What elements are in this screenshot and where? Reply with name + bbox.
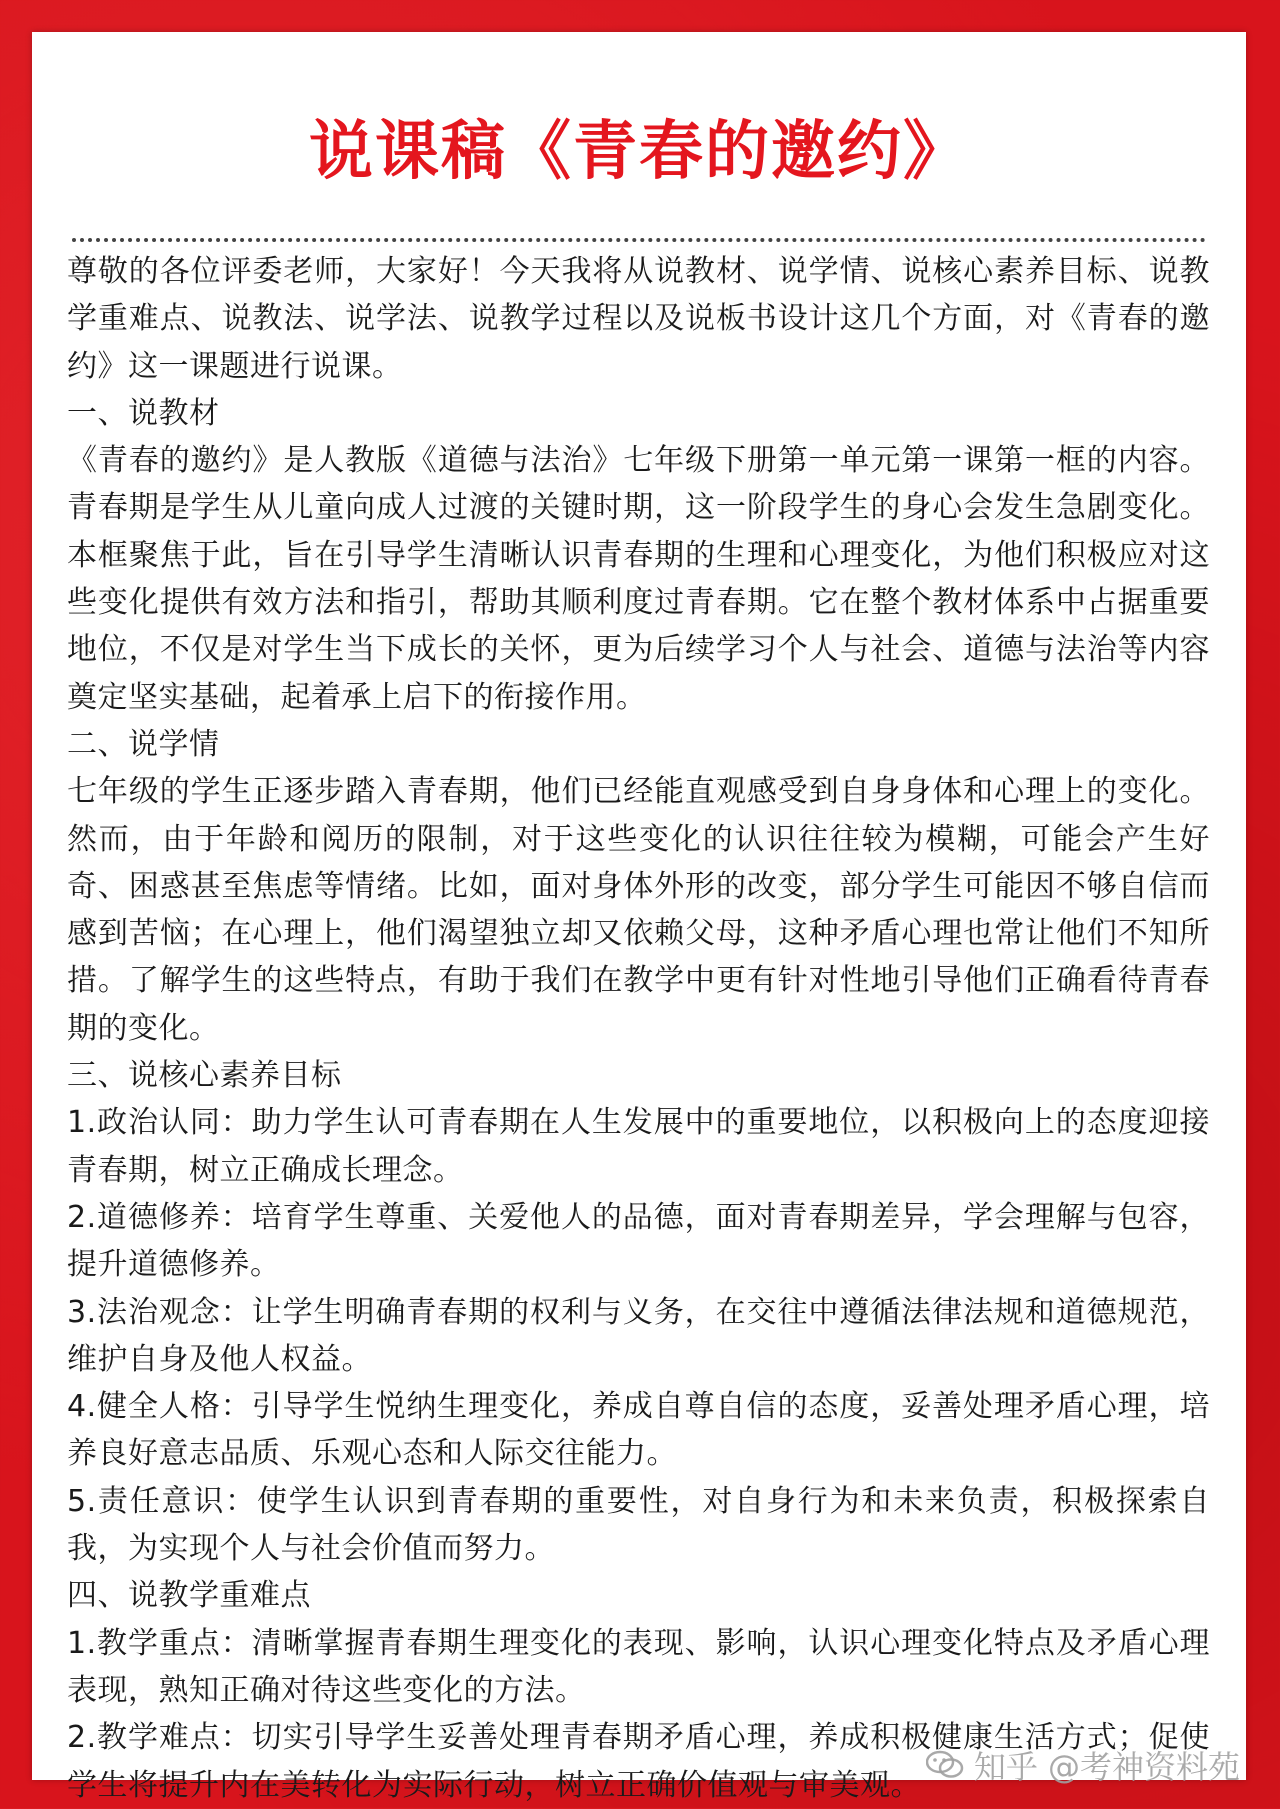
- watermark: [926, 1742, 1240, 1788]
- paragraph-students: 七年级的学生正逐步踏入青春期，他们已经能直观感受到自身身体和心理上的变化。然而，由于年龄和阅历的限制，对于这些变化的认识往往较为模糊，可能会产生好奇、困惑甚至焦虑等情绪。比如，面对身体外形的改变，部分学生可能因不够自信而感到苦恼；在心理上，他们渴望独立却又依赖父母，这种矛盾心理也常让他们不知所措。了解学生的这些特点，有助于我们在教学中更有针对性地引导他们正确看待青春期的变化。: [67, 774, 1210, 1046]
- section-heading-4: 四、说教学重难点: [67, 1578, 311, 1614]
- section-heading-2: 二、说学情: [67, 726, 220, 762]
- section-heading-3: 三、说核心素养目标: [67, 1058, 342, 1094]
- goal-item-3: 3.法治观念：让学生明确青春期的权利与义务，在交往中遵循法律法规和道德规范，维护自身及他人权益。: [67, 1294, 1210, 1377]
- watermark-text: 知乎 @考神资料苑: [973, 1748, 1240, 1786]
- goal-item-5: 5.责任意识：使学生认识到青春期的重要性，对自身行为和未来负责，积极探索自我，为实现个人与社会价值而努力。: [67, 1483, 1210, 1567]
- goal-item-2: 2.道德修养：培育学生尊重、关爱他人的品德，面对青春期差异，学会理解与包容，提升道德修养。: [67, 1199, 1210, 1283]
- document-body: [67, 248, 1210, 1809]
- wechat-icon: [926, 1750, 964, 1780]
- paragraph-intro: 尊敬的各位评委老师，大家好！今天我将从说教材、说学情、说核心素养目标、说教学重难点、说教法、说学法、说教学过程以及说板书设计这几个方面，对《青春的邀约》这一课题进行说课。: [67, 254, 1210, 384]
- paragraph-textbook: 《青春的邀约》是人教版《道德与法治》七年级下册第一单元第一课第一框的内容。青春期是学生从儿童向成人过渡的关键时期，这一阶段学生的身心会发生急剧变化。本框聚焦于此，旨在引导学生清晰认识青春期的生理和心理变化，为他们积极应对这些变化提供有效方法和指引，帮助其顺利度过青春期。它在整个教材体系中占据重要地位，不仅是对学生当下成长的关怀，更为后续学习个人与社会、道德与法治等内容奠定坚实基础，起着承上启下的衔接作用。: [67, 443, 1210, 715]
- document-title: 说课稿《青春的邀约》: [309, 115, 969, 189]
- key-point-item: 1.教学重点：清晰掌握青春期生理变化的表现、影响，认识心理变化特点及矛盾心理表现，熟知正确对待这些变化的方法。: [67, 1625, 1210, 1708]
- section-heading-1: 一、说教材: [67, 395, 220, 431]
- document-page: [32, 32, 1246, 1803]
- difficult-point-item: 2.教学难点：切实引导学生妥善处理青春期矛盾心理，养成积极健康生活方式；促使学生将提升内在美转化为实际行动，树立正确价值观与审美观。: [67, 1720, 1210, 1803]
- goal-item-1: 1.政治认同：助力学生认可青春期在人生发展中的重要地位，以积极向上的态度迎接青春期，树立正确成长理念。: [67, 1105, 1210, 1188]
- dotted-divider: [72, 238, 1206, 242]
- goal-item-4: 4.健全人格：引导学生悦纳生理变化，养成自尊自信的态度，妥善处理矛盾心理，培养良好意志品质、乐观心态和人际交往能力。: [67, 1389, 1210, 1472]
